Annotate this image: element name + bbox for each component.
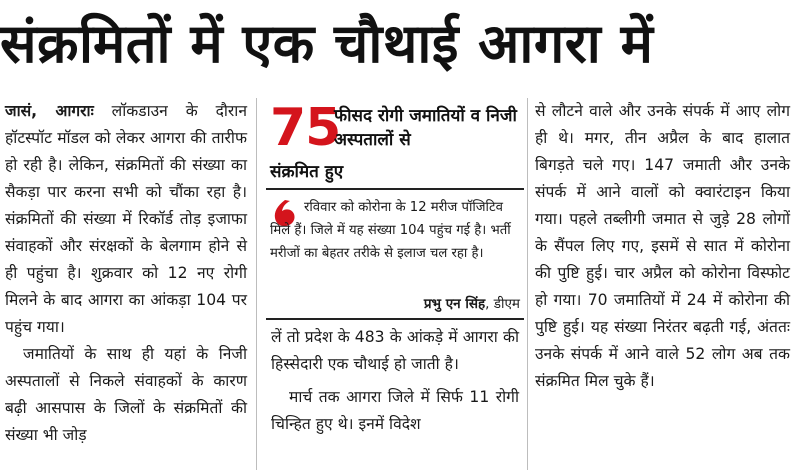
column-divider xyxy=(256,98,257,470)
highlight-heading-line2: संक्रमित हुए xyxy=(270,162,344,182)
paragraph-1 xyxy=(5,98,247,341)
article-column-2 xyxy=(271,324,519,444)
highlight-box xyxy=(266,98,524,318)
signature xyxy=(424,294,520,314)
headline: संक्रमितों में एक चौथाई आगरा में xyxy=(0,12,654,75)
signature-title: , डीएम xyxy=(485,296,520,312)
paragraph-2: जमातियों के साथ ही यहां के निजी अस्पतालों से निकले संवाहकों के कारण बढ़ी आसपास के जिलों के संक्रमितों की संख्या भी जोड़ xyxy=(5,345,247,444)
paragraph-3: लें तो प्रदेश के 483 के आंकड़े में आगरा की हिस्सेदारी एक चौथाई हो जाती है। xyxy=(271,328,519,373)
article-column-3 xyxy=(535,98,790,395)
paragraph-1-text: लॉकडाउन के दौरान हॉटस्पॉट मॉडल को लेकर आगरा की तारीफ हो रही है। लेकिन, संक्रमितों की संख्या का सैकड़ा पार करना सभी को चौंका रहा है। संक्रमितों की संख्या में रिकॉर्ड तोड़ इजाफा संवाहकों और संरक्षकों के बेलगाम होने से ही पहुंचा है। शुक्रवार को 12 नए रोगी मिलने के बाद आगरा का आंकड़ा 104 पर पहुंच गया। xyxy=(5,102,248,336)
divider xyxy=(266,318,524,320)
highlight-body xyxy=(270,196,520,265)
spacer xyxy=(270,210,304,211)
highlight-number: 75 xyxy=(270,98,341,158)
article-column-1 xyxy=(5,98,247,449)
highlight-body-text: रविवार को कोरोना के 12 मरीज पॉजिटिव मिले हैं। जिले में यह संख्या 104 पहुंच गई है। भर्ती मरीजों का बेहतर तरीके से इलाज चल रहा है। xyxy=(270,200,511,261)
signature-name: प्रभु एन सिंह xyxy=(423,296,486,312)
divider xyxy=(266,188,524,190)
column-divider xyxy=(527,98,528,470)
paragraph-5: से लौटने वाले और उनके संपर्क में आए लोग ही थे। मगर, तीन अप्रैल के बाद हालात बिगड़ते चले गए। 147 जमाती और उनके संपर्क में आने वालों को क्वारंटाइन किया गया। पहले तब्लीगी जमात से जुड़े 28 लोगों के सैंपल लिए गए, इसमें से सात में कोरोना की पुष्टि हुई। चार अप्रैल को कोरोना विस्फोट हो गया। 70 जमातियों में 24 में कोरोना की पुष्टि हुई। यह संख्या निरंतर बढ़ती गई, अंततः उनके संपर्क में आने वाले 52 लोग अब तक संक्रमित मिल चुके हैं। xyxy=(535,102,790,390)
paragraph-4: मार्च तक आगरा जिले में सिर्फ 11 रोगी चिन्हित हुए थे। इनमें विदेश xyxy=(271,388,519,433)
highlight-heading-line1: फीसद रोगी जमातियों व निजी अस्पतालों से xyxy=(334,106,517,150)
dateline: जासं, आगराः xyxy=(5,102,94,120)
